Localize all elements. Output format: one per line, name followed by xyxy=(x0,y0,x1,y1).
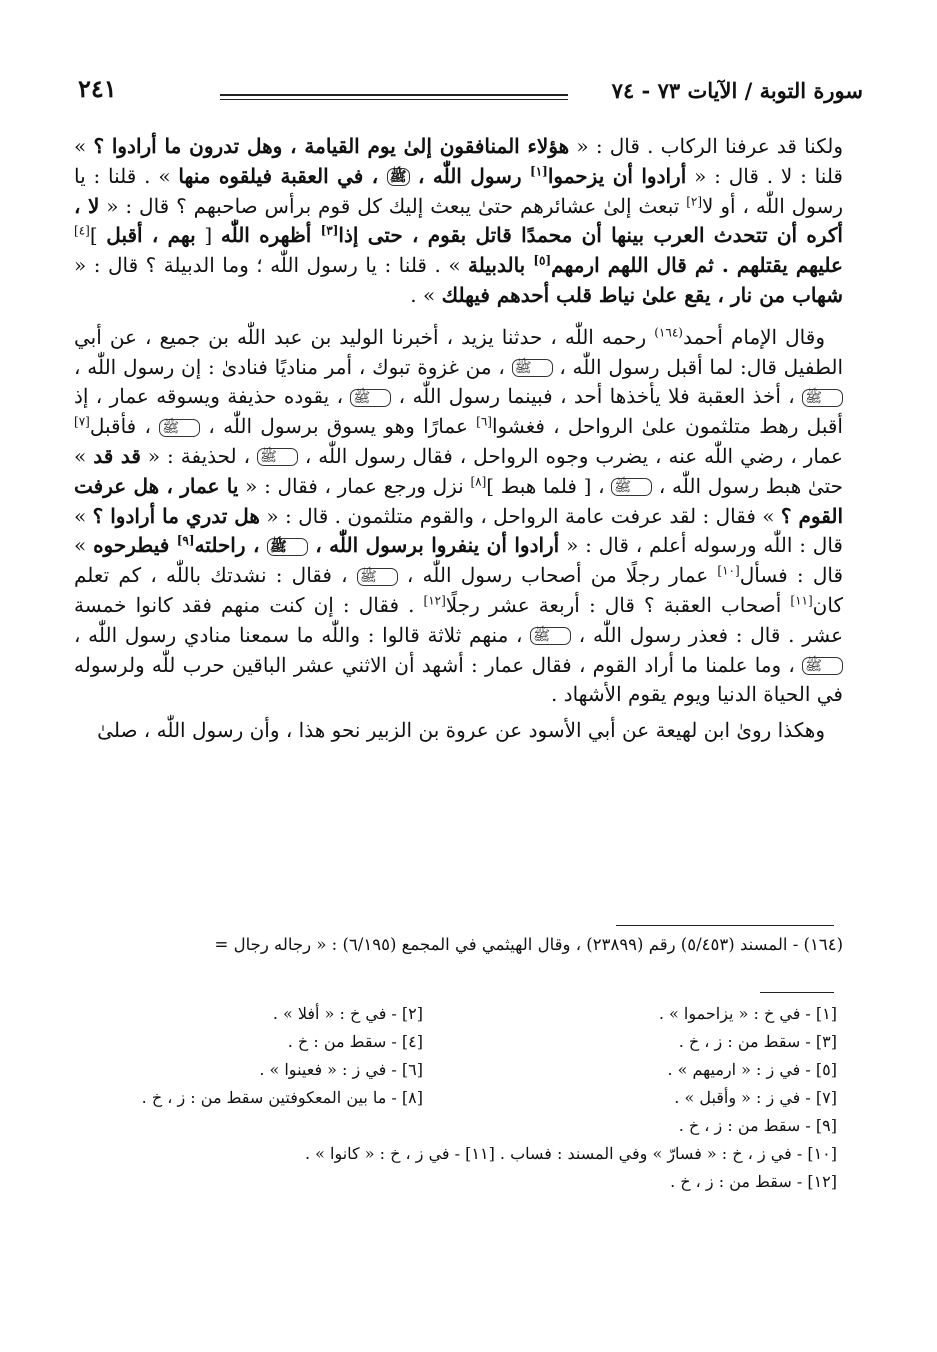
body-text xyxy=(74,132,843,746)
note-1: [١] - في خ : « يزاحموا » . xyxy=(658,1004,837,1023)
page-number: ٢٤١ xyxy=(78,74,117,103)
note-6: [٦] - في ز : « فعينوا » . xyxy=(259,1060,423,1079)
paragraph-3: وهكذا روىٰ ابن لهيعة عن أبي الأسود عن عروة بن الزبير نحو هذا ، وأن رسول اللّٰه ، صلىٰ xyxy=(97,718,825,743)
note-9: [٩] - سقط من : ز ، خ . xyxy=(678,1116,837,1135)
paragraph-1: ولكنا قد عرفنا الركاب . قال : « هؤلاء المنافقون إلىٰ يوم القيامة ، وهل تدرون ما أرادوا ؟ » قلنا : لا . قال : « أرادوا أن يزحموا[١] رسول اللّٰه ، ﷺ ، في العقبة فيلقوه منها » . قلنا : يا رسول اللّٰه ، أو لا[٢] تبعث إلىٰ عشائرهم حتىٰ يبعث إليك كل قوم برأس صاحبهم ؟ قال : « لا ، أكره أن تتحدث العرب بينها أن محمدًا قاتل بقوم ، حتى إذا[٣] أظهره اللّٰه [ بهم ، أقبل ][٤] عليهم يقتلهم . ثم قال اللهم ارمهم[٥] بالدبيلة » . قلنا : يا رسول اللّٰه ؛ وما الدبيلة ؟ قال : « شهاب من نار ، يقع علىٰ نياط قلب أحدهم فيهلك » . xyxy=(74,134,844,307)
header-rule-thin xyxy=(220,99,568,100)
page-header xyxy=(70,74,867,120)
note-5: [٥] - في ز : « ارميهم » . xyxy=(667,1060,837,1079)
paragraph-2: وقال الإمام أحمد$^{(١٦٤)}$ رحمه اللّٰه ، حدثنا يزيد ، أخبرنا الوليد بن عبد اللّٰه بن جميع ، عن أبي الطفيل قال: لما أقبل رسول اللّٰه ، ﷺ ، من غزوة تبوك ، أمر مناديًا فنادىٰ : إن رسول اللّٰه ، ﷺ ، أخذ العقبة فلا يأخذها أحد ، فبينما رسول اللّٰه ، ﷺ ، يقوده حذيفة ويسوقه عمار ، إذ أقبل رهط متلثمون علىٰ الرواحل ، فغشوا[٦] عمارًا وهو يسوق برسول اللّٰه ، ﷺ ، فأقبل[٧] عمار ، رضي اللّٰه عنه ، يضرب وجوه الرواحل ، فقال رسول اللّٰه ، ﷺ ، لحذيفة : « قد قد » حتىٰ هبط رسول اللّٰه ، ﷺ ، [ فلما هبط ][٨] نزل ورجع عمار ، فقال : « يا عمار ، هل عرفت القوم ؟ » فقال : لقد عرفت عامة الرواحل ، والقوم متلثمون . قال : « هل تدري ما أرادوا ؟ » قال : اللّٰه ورسوله أعلم ، قال : « أرادوا أن ينفروا برسول اللّٰه ، ﷺ ، راحلته[٩] فيطرحوه » قال : فسأل[١٠] عمار رجلًا من أصحاب رسول اللّٰه ، ﷺ ، فقال : نشدتك باللّٰه ، كم تعلم كان[١١] أصحاب العقبة ؟ قال : أربعة عشر رجلًا[١٢] . فقال : إن كنت منهم فقد كانوا خمسة عشر . قال : فعذر رسول اللّٰه ، ﷺ ، منهم ثلاثة قالوا : واللّٰه ما سمعنا منادي رسول اللّٰه ، ﷺ ، وما علمنا ما أراد القوم ، فقال عمار : أشهد أن الاثني عشر الباقين حرب للّٰه ولرسوله في الحياة الدنيا ويوم يقوم الأشهاد . xyxy=(74,324,844,707)
footnote-main: (١٦٤) - المسند (٥/٤٥٣) رقم (٢٣٨٩٩) ، وقال الهيثمي في المجمع (٦/١٩٥) : « رجاله رجال = xyxy=(214,935,843,954)
header-rule xyxy=(220,94,568,96)
footnote-separator-short xyxy=(760,992,834,993)
running-title: سورة التوبة / الآيات ٧٣ - ٧٤ xyxy=(611,78,863,103)
note-12: [١٢] - سقط من : ز ، خ . xyxy=(670,1172,837,1191)
note-4: [٤] - سقط من : خ . xyxy=(287,1032,423,1051)
note-2: [٢] - في خ : « أفلا » . xyxy=(272,1004,423,1023)
note-10-11: [١٠] - في ز ، خ : « فسارّ » وفي المسند : فساب . [١١] - في ز ، خ : « كانوا » . xyxy=(304,1144,837,1163)
note-7: [٧] - في ز : « وأقبل » . xyxy=(674,1088,837,1107)
note-8: [٨] - ما بين المعكوفتين سقط من : ز ، خ . xyxy=(141,1088,423,1107)
note-3: [٣] - سقط من : ز ، خ . xyxy=(678,1032,837,1051)
footnote-separator xyxy=(616,925,834,926)
